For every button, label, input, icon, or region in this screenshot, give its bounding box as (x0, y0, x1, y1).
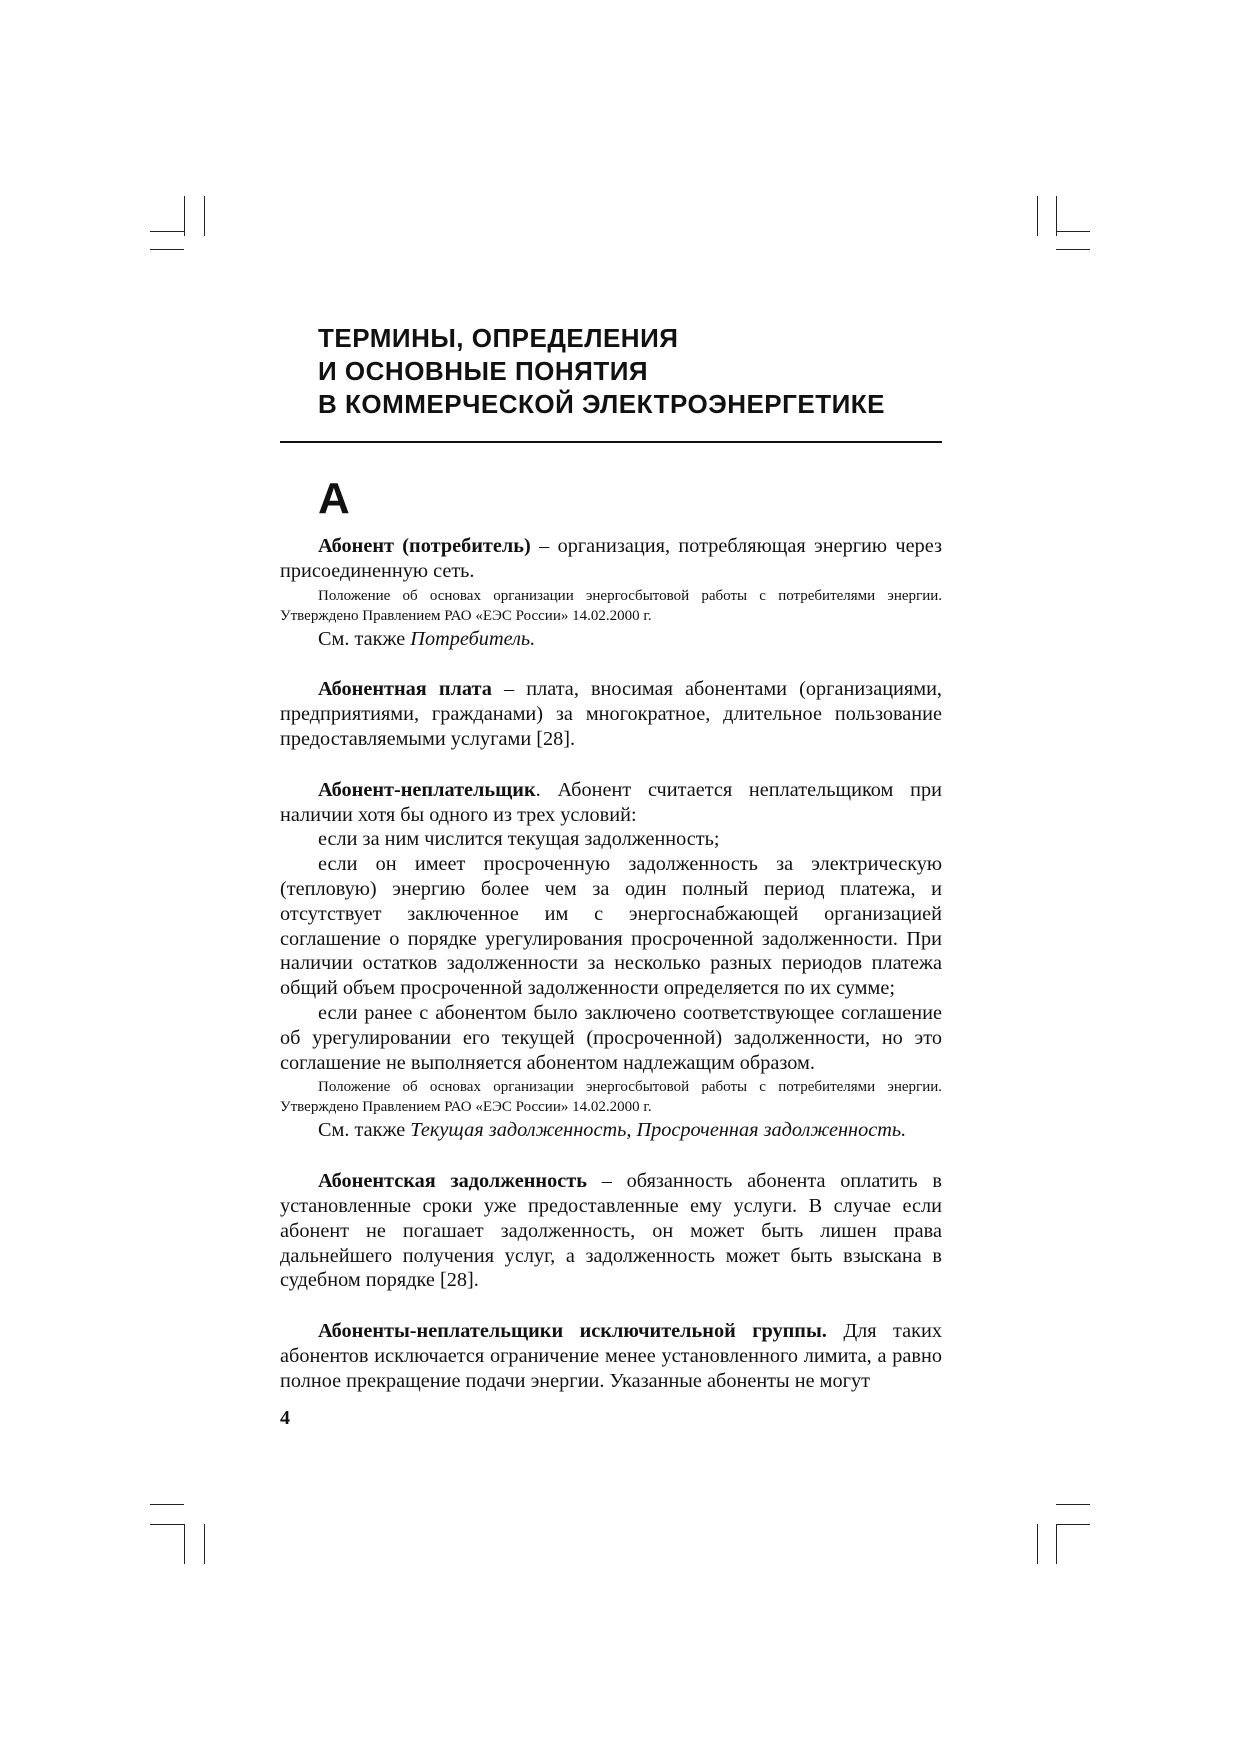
crop-mark-bottom-left-vertical-1 (184, 1524, 185, 1564)
crop-mark-top-left-horizontal-2 (150, 231, 184, 232)
see-also-link: Текущая задолженность, Просроченная задолженность. (410, 1119, 907, 1142)
definition-text: – обязанность абонента оплатить в установленные сроки уже предоставленные ему услуги. В случае если абонент не погашает задолженность, он может быть лишен права дальнейшего получения услуг, а задолженность может быть взыскана в судебном порядке [28]. (280, 1170, 942, 1292)
condition-1: если за ним числится текущая задолженность; (318, 828, 720, 851)
definition-paragraph (280, 534, 942, 584)
term: Абонентная плата (318, 678, 492, 701)
crop-mark-bottom-left-horizontal (150, 1504, 184, 1505)
crop-mark-bottom-left-vertical-2 (204, 1524, 205, 1564)
see-also-link: Потребитель. (410, 627, 536, 650)
definition-text: – организация, потребляющая энергию через присоединенную сеть. (280, 535, 942, 582)
entry-abonent-neplatelshchik (280, 778, 942, 1143)
source-reference: Положение об основах организации энергосбытовой работы с потребителями энергии. Утверждено Правлением РАО «ЕЭС России» 14.02.2000 г. (280, 587, 942, 624)
condition-2: если он имеет просроченную задолженность за электрическую (тепловую) энергию более чем за один полный период платежа, и отсутствует заключенное им с энергоснабжающей организацией соглашение о порядке урегулирования просроченной задолженности. При наличии остатков задолженности за несколько разных периодов платежа общий объем просроченной задолженности определяется по их сумме; (280, 853, 942, 1000)
page-number: 4 (280, 1407, 290, 1429)
crop-mark-top-right-vertical-1 (1037, 196, 1038, 236)
crop-mark-top-left-horizontal (150, 249, 184, 250)
definition-paragraph (280, 778, 942, 828)
see-also-prefix: См. также (318, 1119, 411, 1142)
title-rule (280, 441, 942, 443)
definition-paragraph (280, 1319, 942, 1393)
entry-isklyuchitelnaya-gruppa (280, 1319, 942, 1393)
section-letter: А (318, 474, 350, 523)
term: Абонент-неплательщик (318, 778, 536, 801)
entry-abonent (280, 534, 942, 651)
crop-mark-top-right-horizontal (1056, 231, 1090, 232)
title-line-1: ТЕРМИНЫ, ОПРЕДЕЛЕНИЯ (318, 323, 679, 353)
term: Абонент (потребитель) (318, 535, 531, 557)
crop-mark-bottom-right-vertical-1 (1037, 1524, 1038, 1564)
term: Абонентская задолженность (318, 1170, 587, 1193)
crop-mark-top-right-horizontal-2 (1056, 249, 1090, 250)
glossary-content (280, 534, 942, 1420)
definition-text: Для таких абонентов исключается ограничение менее установленного лимита, а равно полное прекращение подачи энергии. Указанные абоненты не могут (280, 1320, 943, 1392)
crop-mark-bottom-right-vertical-2 (1056, 1524, 1057, 1564)
crop-mark-top-left-vertical-1 (184, 196, 185, 236)
page-title (318, 322, 885, 421)
condition-3: если ранее с абонентом было заключено соответствующее соглашение об урегулировании его текущей (просроченной) задолженности, но это соглашение не выполняется абонентом надлежащим образом. (280, 1001, 942, 1074)
title-line-3: В КОММЕРЧЕСКОЙ ЭЛЕКТРОЭНЕРГЕТИКЕ (318, 389, 886, 419)
crop-mark-top-right-vertical-2 (1056, 196, 1057, 236)
term: Абоненты-неплательщики исключительной группы. (318, 1320, 827, 1343)
source-reference: Положение об основах организации энергосбытовой работы с потребителями энергии. Утверждено Правлением РАО «ЕЭС России» 14.02.2000 г. (280, 1079, 942, 1116)
definition-text: . Абонент считается неплательщиком при наличии хотя бы одного из трех условий: (280, 778, 942, 826)
crop-mark-bottom-right-horizontal (1056, 1504, 1090, 1505)
crop-mark-bottom-left-horizontal-2 (150, 1524, 184, 1525)
definition-paragraph (280, 677, 942, 751)
title-line-2: И ОСНОВНЫЕ ПОНЯТИЯ (318, 356, 649, 386)
see-also (280, 1118, 942, 1143)
definition-text: – плата, вносимая абонентами (организациями, предприятиями, гражданами) за многократное, длительное пользование предоставляемыми услугами [28]. (280, 678, 942, 750)
crop-mark-bottom-right-horizontal-2 (1056, 1524, 1090, 1525)
crop-mark-top-left-vertical-2 (204, 196, 205, 236)
definition-paragraph (280, 1169, 942, 1293)
see-also (280, 627, 942, 652)
see-also-prefix: См. также (318, 627, 411, 650)
entry-abonentskaya-zadolzhennost (280, 1169, 942, 1293)
entry-abonentnaya-plata (280, 677, 942, 751)
